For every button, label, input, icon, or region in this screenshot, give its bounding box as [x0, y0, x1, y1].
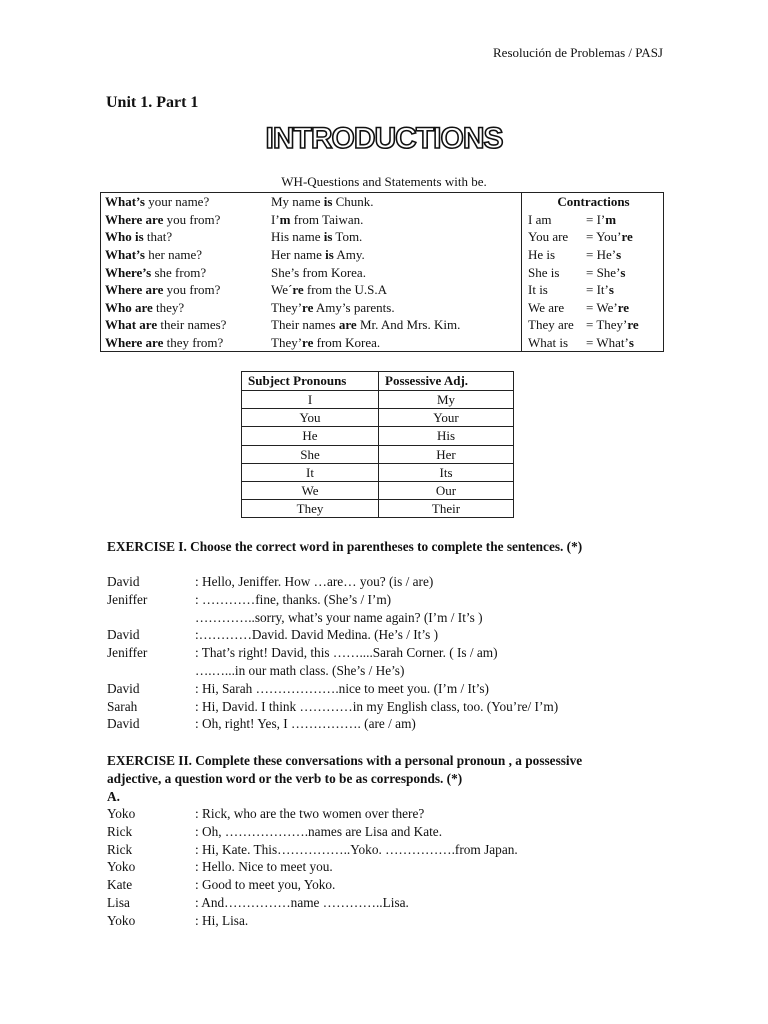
speaker-name: Yoko	[107, 912, 136, 928]
speaker-name: Rick	[107, 823, 133, 839]
subject-pronoun-cell: They	[242, 500, 379, 518]
possessive-adj-cell: Its	[379, 463, 514, 481]
statement-text: Chunk.	[332, 194, 374, 210]
question-word: What’s	[105, 247, 145, 263]
statement-text: Tom.	[332, 229, 363, 245]
statement-text: Mr. And Mrs. Kim.	[356, 317, 461, 333]
contraction-cell	[522, 263, 664, 281]
statement-text: They’	[271, 335, 303, 351]
table-row	[101, 281, 664, 299]
contraction-full: They are	[528, 317, 574, 333]
table-row	[242, 463, 514, 481]
table-row	[242, 391, 514, 409]
dialogue-line	[107, 591, 391, 609]
statement-text: from Taiwan.	[290, 211, 364, 227]
dialogue-line	[107, 573, 433, 591]
contraction-cell	[522, 281, 664, 299]
dialogue-line	[107, 698, 558, 716]
dialogue-text: : Good to meet you, Yoko.	[195, 877, 336, 893]
contraction-ending: s	[616, 247, 622, 263]
question-word: Where are	[105, 335, 164, 351]
statement-verb: re	[302, 299, 314, 315]
contraction-full: It is	[528, 282, 548, 298]
unit-title: Unit 1. Part 1	[106, 94, 199, 111]
dialogue-line	[107, 912, 248, 930]
subject-pronoun-cell: I	[242, 391, 379, 409]
question-rest: she from?	[151, 264, 207, 280]
contraction-short: = We’	[586, 299, 618, 315]
dialogue-line	[107, 841, 518, 859]
statement-cell	[267, 193, 522, 211]
page-title: INTRODUCTIONS	[265, 122, 503, 155]
possessive-adj-cell: His	[379, 427, 514, 445]
contraction-cell	[522, 334, 664, 352]
dialogue-line	[107, 876, 335, 894]
dialogue-line	[107, 858, 333, 876]
contraction-cell: Contractions	[522, 193, 664, 211]
statement-text: They’	[271, 299, 303, 315]
speaker-name: Jeniffer	[107, 645, 148, 661]
column-header: Subject Pronouns	[242, 372, 379, 391]
dialogue-line	[107, 805, 424, 823]
question-word: Where are	[105, 282, 164, 298]
statement-text: We´	[271, 282, 293, 298]
possessive-adj-cell: Your	[379, 409, 514, 427]
table-row	[242, 409, 514, 427]
contraction-ending: re	[621, 229, 633, 245]
contraction-ending: s	[620, 264, 626, 280]
possessive-adj-cell: Her	[379, 445, 514, 463]
dialogue-text: ….…...in our math class. (She’s / He’s)	[195, 663, 405, 678]
dialogue-text: : Oh, ……………….names are Lisa and Kate.	[195, 823, 443, 839]
statement-text: Amy.	[333, 247, 365, 263]
statement-cell	[267, 316, 522, 334]
contraction-full: What is	[528, 335, 569, 351]
statement-cell	[267, 263, 522, 281]
dialogue-text: : Hi, Lisa.	[195, 912, 249, 928]
statement-cell	[267, 246, 522, 264]
subject-pronoun-cell: It	[242, 463, 379, 481]
dialogue-text: …………..sorry, what’s your name again? (I’m / It’s )	[195, 609, 483, 625]
dialogue-line	[107, 626, 438, 644]
contraction-short: = What’	[586, 335, 629, 351]
dialogue-text: :…………David. David Medina. (He’s / It’s )	[195, 627, 438, 643]
possessive-adj-cell: Their	[379, 500, 514, 518]
speaker-name: Sarah	[107, 698, 138, 714]
dialogue-text: : Hi, Sarah ……………….nice to meet you. (I’m / It’s)	[195, 680, 489, 696]
contraction-cell	[522, 246, 664, 264]
statement-text: from the U.S.A	[303, 282, 388, 298]
statement-text: She’s from Korea.	[271, 264, 366, 280]
statement-cell	[267, 334, 522, 352]
contraction-cell	[522, 316, 664, 334]
contraction-ending: m	[605, 211, 617, 227]
subject-pronoun-cell: She	[242, 445, 379, 463]
contraction-full: She is	[528, 264, 560, 280]
speaker-name: Jeniffer	[107, 591, 148, 607]
speaker-name: Yoko	[107, 806, 136, 821]
statement-text: My name	[271, 194, 324, 210]
statement-text: His name	[271, 229, 324, 245]
question-cell	[101, 246, 268, 264]
speaker-name: David	[107, 574, 140, 589]
question-rest: that?	[143, 229, 173, 245]
subject-pronoun-cell: He	[242, 427, 379, 445]
dialogue-line	[107, 715, 416, 733]
dialogue-text: : And……………name …………..Lisa.	[195, 895, 409, 910]
speaker-name: David	[107, 680, 140, 696]
statement-cell	[267, 228, 522, 246]
dialogue-text: : …………fine, thanks. (She’s / I’m)	[195, 591, 392, 607]
statement-cell	[267, 299, 522, 317]
contraction-ending: s	[608, 282, 614, 298]
table-row	[242, 445, 514, 463]
exercise-1-title: EXERCISE I. Choose the correct word in parentheses to complete the sentences. (*)	[107, 539, 583, 554]
statement-verb: is	[325, 247, 334, 263]
dialogue-text: : That’s right! David, this ……....Sarah Corner. ( Is / am)	[195, 645, 498, 661]
speaker-name: Rick	[107, 841, 133, 857]
question-cell	[101, 211, 268, 229]
dialogue-text: : Rick, who are the two women over there?	[195, 806, 425, 821]
statement-verb: is	[323, 194, 333, 210]
table-row	[101, 193, 664, 211]
question-rest: you from?	[163, 282, 221, 298]
subject-pronoun-cell: You	[242, 409, 379, 427]
contraction-cell	[522, 228, 664, 246]
dialogue-text: : Hello. Nice to meet you.	[195, 859, 333, 875]
question-word: Where’s	[105, 264, 152, 280]
question-rest: you from?	[163, 211, 221, 227]
contraction-short: = You’	[586, 229, 622, 245]
speaker-name: Kate	[107, 877, 133, 893]
contraction-full: We are	[528, 299, 565, 315]
table-row	[101, 211, 664, 229]
question-cell	[101, 263, 268, 281]
question-cell	[101, 228, 268, 246]
dialogue-text: : Oh, right! Yes, I ……………. (are / am)	[195, 716, 416, 732]
question-word: Who are	[105, 299, 153, 315]
question-word: What’s	[105, 194, 145, 210]
possessive-adj-cell: My	[379, 391, 514, 409]
table-row	[242, 481, 514, 499]
table-row	[101, 228, 664, 246]
contraction-short: = He’	[586, 247, 617, 263]
dialogue-line	[107, 644, 498, 662]
speaker-name: David	[107, 627, 140, 643]
contraction-ending: re	[627, 317, 639, 333]
dialogue-line	[107, 662, 404, 680]
speaker-name: Lisa	[107, 895, 130, 910]
statement-text: Amy’s parents.	[313, 299, 395, 315]
statement-cell	[267, 211, 522, 229]
table-caption: WH-Questions and Statements with be.	[281, 174, 487, 189]
question-rest: they?	[152, 299, 185, 315]
statement-text: Her name	[271, 247, 326, 263]
wh-questions-table	[100, 192, 664, 352]
dialogue-text: : Hi, Kate. This……………..Yoko. …………….from Japan.	[195, 841, 518, 857]
question-word: What are	[105, 317, 158, 333]
statement-verb: re	[292, 282, 304, 298]
question-cell	[101, 281, 268, 299]
contraction-full: You are	[528, 229, 569, 245]
dialogue-line	[107, 680, 489, 698]
contraction-short: = They’	[586, 317, 628, 333]
exercise-2-title-line2: adjective, a question word or the verb to be as corresponds. (*)	[107, 771, 463, 786]
contraction-short: = She’	[586, 264, 621, 280]
dialogue-text: : Hi, David. I think …………in my English class, too. (You’re/ I’m)	[195, 698, 559, 714]
table-row	[242, 427, 514, 445]
statement-text: from Korea.	[313, 335, 381, 351]
dialogue-text: : Hello, Jeniffer. How …are… you? (is / are)	[195, 574, 434, 589]
table-row	[101, 316, 664, 334]
statement-verb: are	[338, 317, 357, 333]
dialogue-line	[107, 823, 442, 841]
statement-verb: re	[302, 335, 314, 351]
question-cell	[101, 299, 268, 317]
dialogue-line	[107, 609, 483, 627]
question-rest: their names?	[157, 317, 227, 333]
page-header: Resolución de Problemas / PASJ	[493, 45, 663, 60]
contraction-ending: s	[628, 335, 634, 351]
table-row	[101, 263, 664, 281]
pronouns-table	[241, 371, 514, 518]
table-row	[101, 246, 664, 264]
question-word: Who is	[105, 229, 144, 245]
dialogue-line	[107, 894, 409, 912]
table-row	[101, 334, 664, 352]
question-cell	[101, 334, 268, 352]
table-row	[101, 299, 664, 317]
statement-cell	[267, 281, 522, 299]
table-row	[242, 500, 514, 518]
question-word: Where are	[105, 211, 164, 227]
contraction-cell	[522, 211, 664, 229]
question-cell	[101, 316, 268, 334]
contraction-full: He is	[528, 247, 556, 263]
statement-text: Their names	[271, 317, 339, 333]
statement-verb: is	[323, 229, 333, 245]
contraction-short: = It’	[586, 282, 609, 298]
speaker-name: David	[107, 716, 140, 732]
statement-text: I’	[271, 211, 280, 227]
contraction-ending: re	[617, 299, 629, 315]
subject-pronoun-cell: We	[242, 481, 379, 499]
column-header: Possessive Adj.	[379, 372, 514, 391]
statement-verb: m	[279, 211, 291, 227]
contraction-cell	[522, 299, 664, 317]
question-rest: your name?	[144, 194, 210, 210]
exercise-2-title-line1: EXERCISE II. Complete these conversations with a personal pronoun , a possessive	[107, 753, 583, 768]
section-label: A.	[107, 789, 120, 804]
contraction-short: = I’	[586, 211, 606, 227]
possessive-adj-cell: Our	[379, 481, 514, 499]
speaker-name: Yoko	[107, 859, 136, 875]
question-rest: her name?	[144, 247, 202, 263]
question-rest: they from?	[163, 335, 224, 351]
question-cell	[101, 193, 268, 211]
contraction-full: I am	[528, 211, 552, 227]
